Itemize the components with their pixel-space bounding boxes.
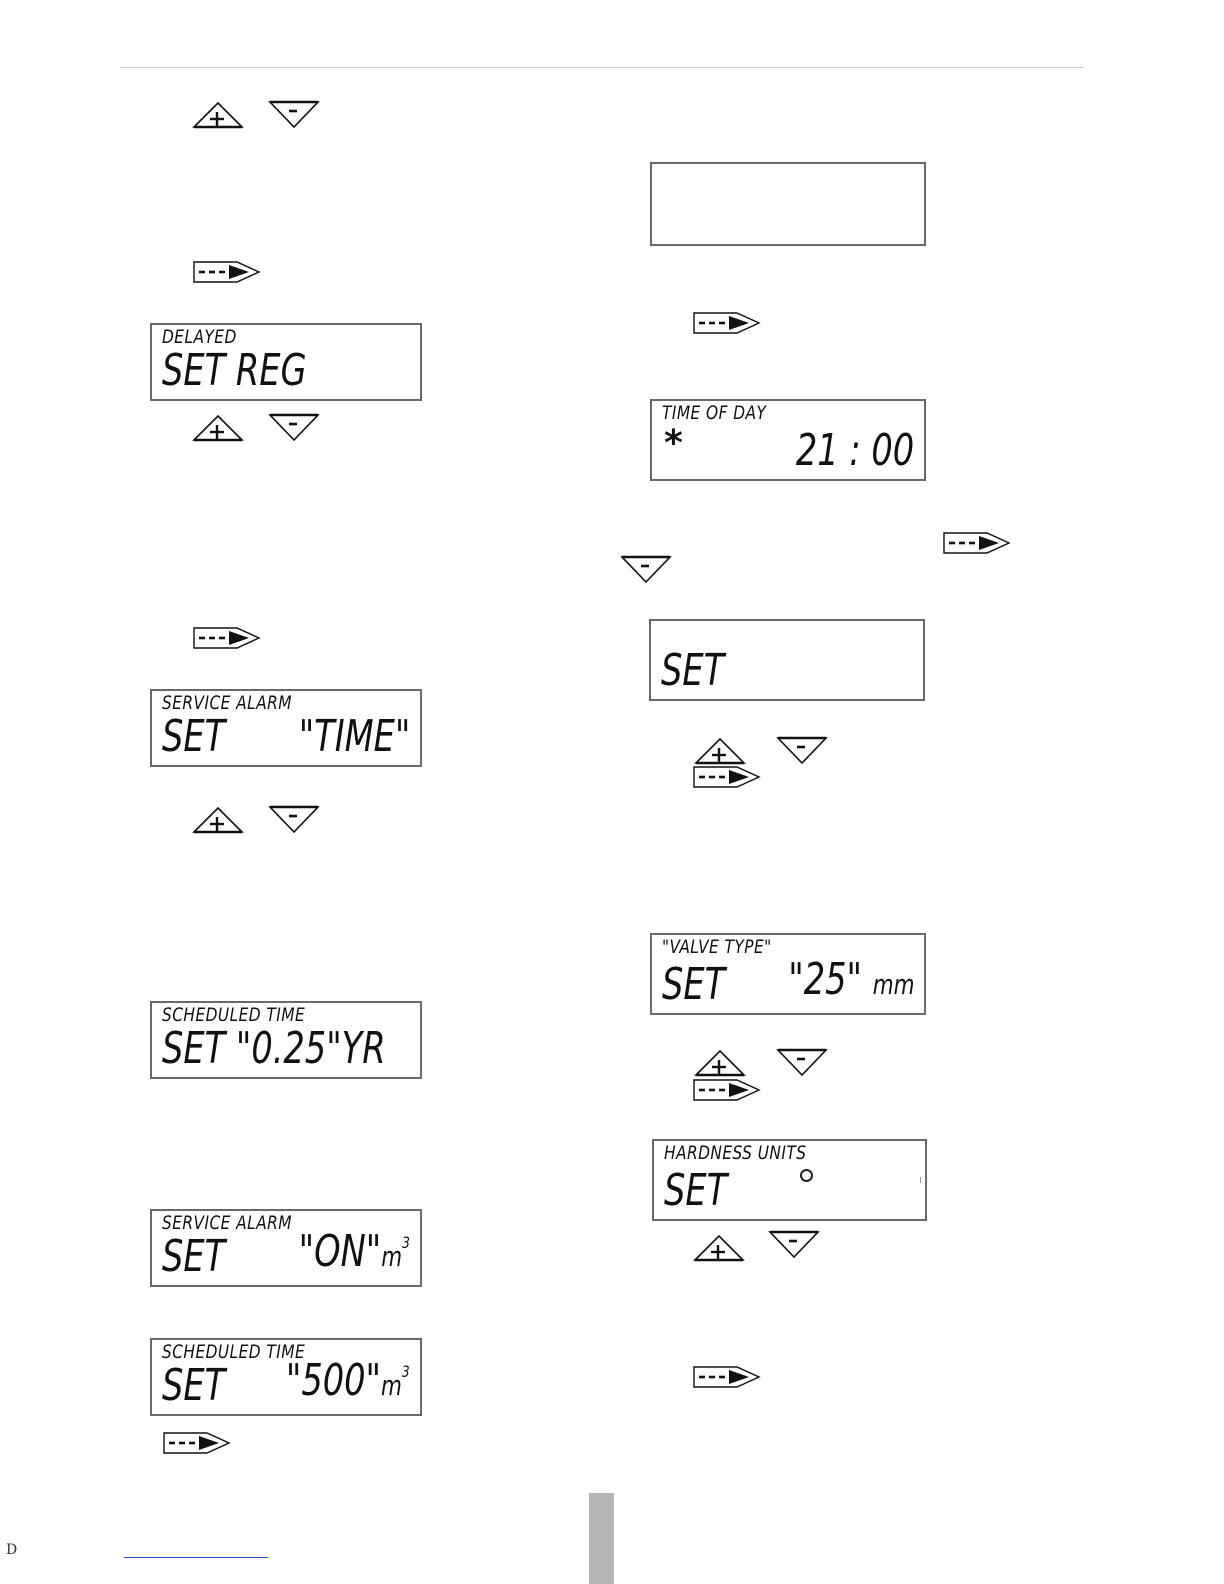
plus-button-icon[interactable]: [192, 413, 244, 443]
lcd-value-text: [286, 1350, 410, 1408]
lcd-main-text: SET "0.25"YR: [162, 1023, 386, 1074]
minus-button-icon[interactable]: [768, 1230, 820, 1260]
lcd-top-label: DELAYED: [162, 326, 237, 348]
lcd-value-text: "TIME": [298, 711, 410, 762]
lcd-top-label: SERVICE ALARM: [162, 1212, 293, 1234]
lcd-main-text: SET REG: [162, 345, 307, 396]
plus-button-icon[interactable]: [693, 1233, 745, 1263]
minus-button-icon[interactable]: [776, 1048, 828, 1078]
lcd-scheduled-time-yr: [150, 1001, 422, 1079]
lcd-service-alarm-time: [150, 689, 422, 767]
lcd-value: "25": [787, 954, 862, 1005]
lcd-main-text: SET: [162, 1360, 226, 1411]
plus-button-icon[interactable]: [192, 100, 244, 130]
minus-button-icon[interactable]: [268, 805, 320, 835]
next-arrow-button-icon[interactable]: [693, 310, 761, 336]
lcd-delayed-set-reg: [150, 323, 422, 401]
lcd-marker: *: [664, 423, 683, 464]
page-number-bar: [589, 1493, 614, 1584]
degree-symbol-icon: [800, 1169, 813, 1182]
lcd-value-text: [787, 954, 914, 1007]
plus-button-icon[interactable]: [192, 805, 244, 835]
next-arrow-button-icon[interactable]: [193, 625, 261, 651]
minus-button-icon[interactable]: [620, 555, 672, 585]
next-arrow-button-icon[interactable]: [943, 530, 1011, 556]
footer-link-underline[interactable]: [124, 1557, 268, 1558]
lcd-set: [649, 619, 925, 701]
lcd-main-text: SET: [661, 645, 725, 696]
lcd-top-label: HARDNESS UNITS: [664, 1142, 807, 1164]
lcd-service-alarm-on: [150, 1209, 422, 1287]
plus-button-icon[interactable]: [694, 736, 746, 766]
lcd-unit: m: [381, 1369, 403, 1402]
lcd-unit-sup: 3: [402, 1362, 410, 1381]
lcd-top-label: SCHEDULED TIME: [162, 1004, 306, 1026]
next-arrow-button-icon[interactable]: [693, 1364, 761, 1390]
lcd-blank: [650, 162, 926, 246]
next-arrow-button-icon[interactable]: [693, 1077, 761, 1103]
lcd-time-of-day: [650, 399, 926, 481]
lcd-main-text: SET: [662, 959, 726, 1010]
lcd-hardness-units: [652, 1139, 927, 1221]
lcd-value: "ON": [298, 1226, 382, 1277]
lcd-value-text: 21 : 00: [795, 425, 914, 476]
next-arrow-button-icon[interactable]: [693, 764, 761, 790]
next-arrow-button-icon[interactable]: [193, 259, 261, 285]
lcd-main-text: SET: [162, 1231, 226, 1282]
lcd-main-text: SET: [664, 1165, 728, 1216]
lcd-valve-type: [650, 933, 926, 1015]
minus-button-icon[interactable]: [776, 736, 828, 766]
corner-letter: D: [6, 1542, 18, 1558]
lcd-value: "500": [286, 1355, 382, 1406]
lcd-tick-mark: [920, 1177, 921, 1183]
lcd-unit: mm: [872, 968, 914, 1001]
lcd-unit-sup: 3: [402, 1233, 410, 1252]
lcd-top-label: "VALVE TYPE": [662, 936, 772, 958]
lcd-top-label: TIME OF DAY: [662, 402, 767, 424]
lcd-main-text: SET: [162, 711, 226, 762]
header-rule: [120, 67, 1084, 68]
lcd-top-label: SERVICE ALARM: [162, 692, 293, 714]
lcd-top-label: SCHEDULED TIME: [162, 1341, 306, 1363]
minus-button-icon[interactable]: [268, 100, 320, 130]
lcd-value-text: [299, 1221, 410, 1279]
lcd-scheduled-time-500: [150, 1338, 422, 1416]
next-arrow-button-icon[interactable]: [163, 1430, 231, 1456]
minus-button-icon[interactable]: [268, 413, 320, 443]
plus-button-icon[interactable]: [694, 1048, 746, 1078]
lcd-unit: m: [381, 1240, 403, 1273]
